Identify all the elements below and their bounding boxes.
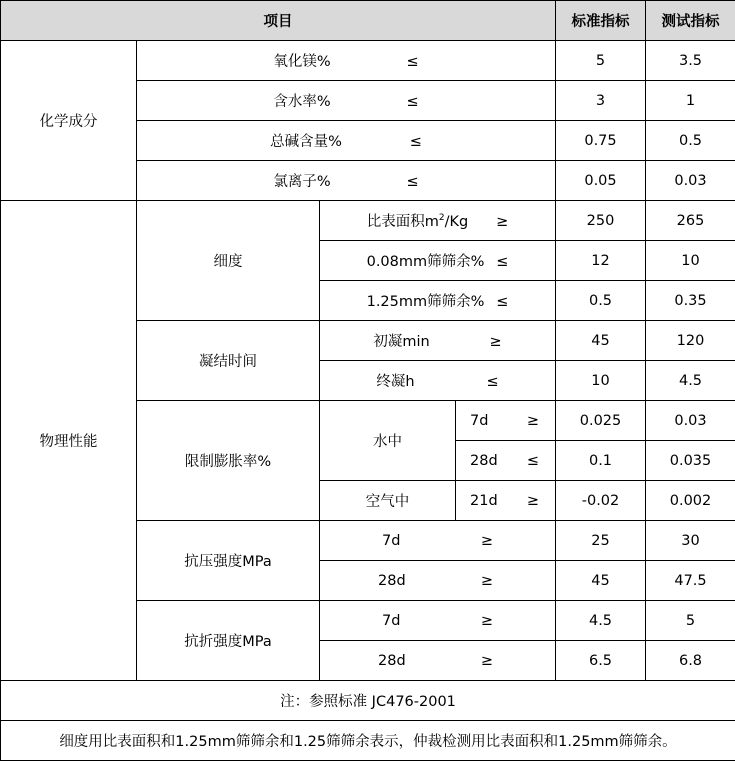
chemical-item xyxy=(137,41,556,81)
setting-item xyxy=(320,321,556,361)
flexural-age xyxy=(320,641,556,681)
compressive-label: 抗压强度MPa xyxy=(137,521,320,601)
expansion-age xyxy=(456,481,556,521)
fineness-item xyxy=(320,241,556,281)
test-value: 0.035 xyxy=(646,441,735,481)
standard-value: 0.05 xyxy=(556,161,646,201)
item-unit: /Kg xyxy=(444,214,469,230)
standard-value: 4.5 xyxy=(556,601,646,641)
operator: ≤ xyxy=(406,94,419,110)
expansion-age xyxy=(456,401,556,441)
test-value: 10 xyxy=(646,241,735,281)
operator: ≥ xyxy=(480,612,493,629)
standard-value: 12 xyxy=(556,241,646,281)
standard-value: 0.5 xyxy=(556,281,646,321)
test-value: 0.03 xyxy=(646,161,735,201)
flexural-label: 抗折强度MPa xyxy=(137,601,320,681)
operator: ≥ xyxy=(480,572,493,589)
operator: ≥ xyxy=(480,652,493,669)
item-name: 初凝min xyxy=(373,334,430,350)
test-value: 1 xyxy=(646,81,735,121)
header-test: 测试指标 xyxy=(646,1,735,41)
test-value: 3.5 xyxy=(646,41,735,81)
compressive-age xyxy=(320,561,556,601)
flexural-age xyxy=(320,601,556,641)
test-value: 47.5 xyxy=(646,561,735,601)
standard-value: 0.75 xyxy=(556,121,646,161)
operator: ≥ xyxy=(489,334,502,350)
operator: ≥ xyxy=(526,492,539,509)
chemical-group-label: 化学成分 xyxy=(1,41,137,201)
test-value: 0.002 xyxy=(646,481,735,521)
test-value: 0.03 xyxy=(646,401,735,441)
age: 28d xyxy=(378,572,406,589)
item-name: 氯离子% xyxy=(273,174,331,190)
age: 28d xyxy=(378,652,406,669)
operator: ≤ xyxy=(406,54,419,70)
physical-group-label: 物理性能 xyxy=(1,201,137,681)
item-name: 总碱含量% xyxy=(270,134,342,150)
standard-value: 45 xyxy=(556,561,646,601)
header-row xyxy=(1,1,735,41)
test-value: 0.5 xyxy=(646,121,735,161)
setting-label: 凝结时间 xyxy=(137,321,320,401)
reference-note: 注：参照标准 JC476-2001 xyxy=(1,681,735,721)
age: 28d xyxy=(470,452,498,469)
fineness-item xyxy=(320,281,556,321)
compressive-age xyxy=(320,521,556,561)
chemical-item xyxy=(137,121,556,161)
standard-value: -0.02 xyxy=(556,481,646,521)
operator: ≤ xyxy=(496,254,509,270)
age: 7d xyxy=(382,612,401,629)
operator: ≤ xyxy=(486,374,499,390)
operator: ≤ xyxy=(406,174,419,190)
standard-value: 25 xyxy=(556,521,646,561)
expansion-age xyxy=(456,441,556,481)
age: 21d xyxy=(470,492,498,509)
standard-value: 6.5 xyxy=(556,641,646,681)
fineness-label: 细度 xyxy=(137,201,320,321)
age: 7d xyxy=(470,412,489,429)
item-name: 比表面积m xyxy=(366,214,439,230)
header-standard: 标准指标 xyxy=(556,1,646,41)
test-value: 120 xyxy=(646,321,735,361)
operator: ≥ xyxy=(526,412,539,429)
item-name: 0.08mm筛筛余% xyxy=(366,254,485,270)
test-value: 0.35 xyxy=(646,281,735,321)
item-name: 含水率% xyxy=(273,94,331,110)
chemical-item xyxy=(137,81,556,121)
remark-note: 细度用比表面积和1.25mm筛筛余和1.25筛筛余表示，仲裁检测用比表面积和1.25mm筛筛余。 xyxy=(1,721,735,761)
note-row xyxy=(1,681,735,721)
item-name: 1.25mm筛筛余% xyxy=(366,294,485,310)
expansion-label: 限制膨胀率% xyxy=(137,401,320,521)
chemical-item xyxy=(137,161,556,201)
standard-value: 0.025 xyxy=(556,401,646,441)
header-item: 项目 xyxy=(1,1,556,41)
standard-value: 3 xyxy=(556,81,646,121)
note-row xyxy=(1,721,735,761)
setting-item xyxy=(320,361,556,401)
age: 7d xyxy=(382,532,401,549)
item-name: 终凝h xyxy=(376,374,415,390)
expansion-water-label: 水中 xyxy=(320,401,456,481)
standard-value: 45 xyxy=(556,321,646,361)
test-value: 6.8 xyxy=(646,641,735,681)
operator: ≤ xyxy=(409,134,422,150)
fineness-item xyxy=(320,201,556,241)
superscript: 2 xyxy=(438,213,445,224)
standard-value: 5 xyxy=(556,41,646,81)
expansion-air-label: 空气中 xyxy=(320,481,456,521)
test-value: 265 xyxy=(646,201,735,241)
standard-value: 10 xyxy=(556,361,646,401)
operator: ≤ xyxy=(526,452,539,469)
test-value: 30 xyxy=(646,521,735,561)
standard-value: 0.1 xyxy=(556,441,646,481)
table-row xyxy=(1,41,735,81)
table-row xyxy=(1,201,735,241)
item-name: 氧化镁% xyxy=(273,54,331,70)
test-value: 4.5 xyxy=(646,361,735,401)
operator: ≥ xyxy=(496,214,509,230)
standard-value: 250 xyxy=(556,201,646,241)
operator: ≤ xyxy=(496,294,509,310)
test-value: 5 xyxy=(646,601,735,641)
operator: ≥ xyxy=(480,532,493,549)
